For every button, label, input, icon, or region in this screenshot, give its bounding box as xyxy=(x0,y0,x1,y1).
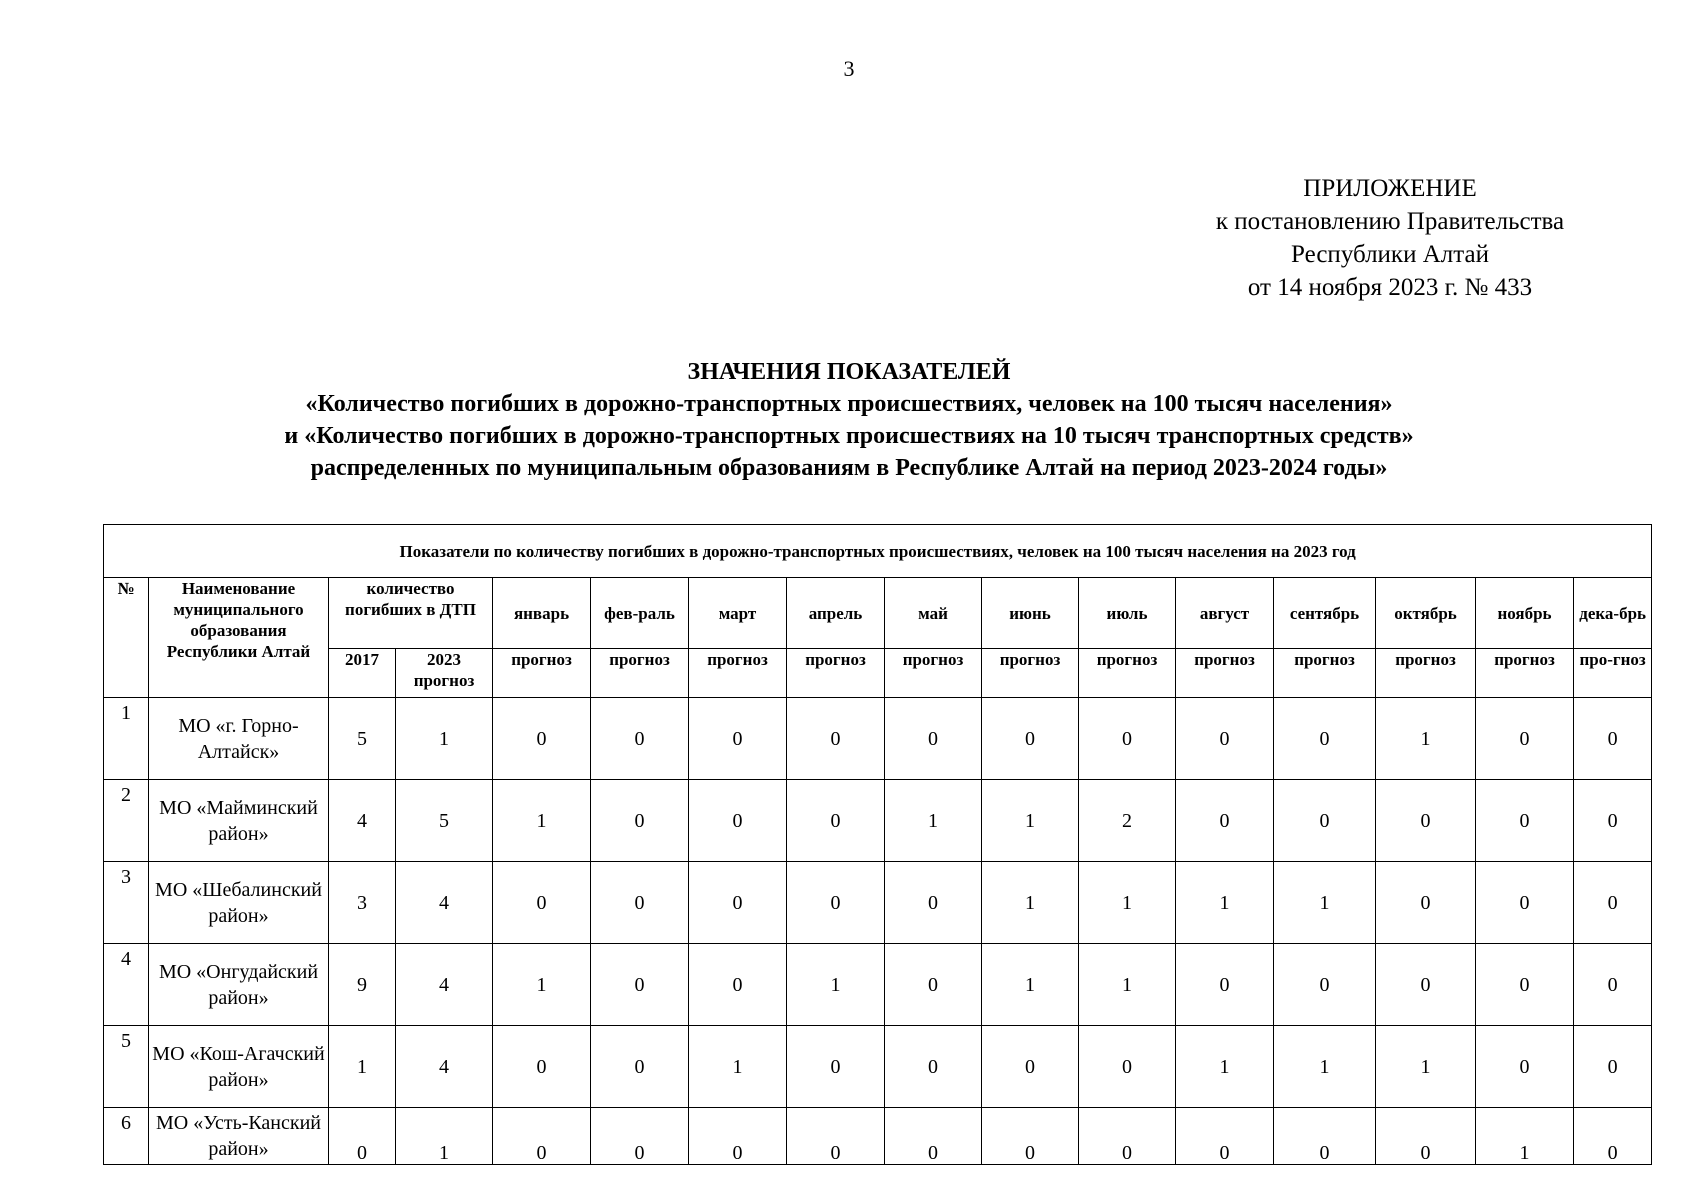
header-forecast: прогноз xyxy=(591,649,689,698)
value-cell: 0 xyxy=(329,1108,396,1165)
value-cell: 0 xyxy=(885,698,982,780)
value-cell: 0 xyxy=(1176,698,1274,780)
value-cell: 0 xyxy=(1376,944,1476,1026)
value-cell: 0 xyxy=(689,1108,787,1165)
table-row xyxy=(104,944,1652,1026)
value-cell: 0 xyxy=(1476,698,1574,780)
value-cell: 0 xyxy=(1176,780,1274,862)
header-forecast: про-гноз xyxy=(1574,649,1652,698)
value-cell: 5 xyxy=(396,780,493,862)
value-cell: 0 xyxy=(1376,862,1476,944)
value-cell: 0 xyxy=(1176,944,1274,1026)
value-cell: 0 xyxy=(787,862,885,944)
title-line-4: распределенных по муниципальным образованиям в Республике Алтай на период 2023-2024 годы» xyxy=(310,455,1388,481)
header-month: фев-раль xyxy=(591,578,689,649)
value-cell: 3 xyxy=(329,862,396,944)
header-forecast: прогноз xyxy=(982,649,1079,698)
value-cell: 2 xyxy=(1079,780,1176,862)
table-row xyxy=(104,780,1652,862)
value-cell: 1 xyxy=(1176,1026,1274,1108)
municipality-name: МО «Кош-Агачский район» xyxy=(149,1026,329,1108)
value-cell: 1 xyxy=(982,944,1079,1026)
municipality-name: МО «Усть-Канский район» xyxy=(149,1108,329,1165)
header-forecast: прогноз xyxy=(1176,649,1274,698)
value-cell: 0 xyxy=(1574,944,1652,1026)
value-cell: 0 xyxy=(1274,944,1376,1026)
header-forecast: прогноз xyxy=(885,649,982,698)
document-title xyxy=(0,356,1698,484)
municipality-name: МО «Онгудайский район» xyxy=(149,944,329,1026)
header-forecast: прогноз xyxy=(787,649,885,698)
value-cell: 0 xyxy=(1574,862,1652,944)
table-row xyxy=(104,862,1652,944)
title-line-3: и «Количество погибших в дорожно-транспортных происшествиях на 10 тысяч транспортных средств» xyxy=(284,423,1414,449)
value-cell: 0 xyxy=(1476,944,1574,1026)
header-month: октябрь xyxy=(1376,578,1476,649)
value-cell: 0 xyxy=(493,1026,591,1108)
value-cell: 1 xyxy=(1274,1026,1376,1108)
title-line-1: ЗНАЧЕНИЯ ПОКАЗАТЕЛЕЙ xyxy=(687,359,1011,385)
value-cell: 0 xyxy=(885,1026,982,1108)
value-cell: 1 xyxy=(982,862,1079,944)
row-number: 2 xyxy=(104,780,149,862)
value-cell: 0 xyxy=(689,780,787,862)
value-cell: 0 xyxy=(1574,780,1652,862)
value-cell: 0 xyxy=(591,698,689,780)
header-deaths: количество погибших в ДТП xyxy=(329,578,493,649)
appendix-label: ПРИЛОЖЕНИЕ xyxy=(1303,175,1477,202)
header-month: март xyxy=(689,578,787,649)
value-cell: 0 xyxy=(982,698,1079,780)
header-month: июнь xyxy=(982,578,1079,649)
value-cell: 0 xyxy=(689,944,787,1026)
value-cell: 1 xyxy=(493,944,591,1026)
value-cell: 1 xyxy=(885,780,982,862)
header-month: январь xyxy=(493,578,591,649)
value-cell: 1 xyxy=(1079,944,1176,1026)
value-cell: 0 xyxy=(1476,1026,1574,1108)
value-cell: 0 xyxy=(689,698,787,780)
value-cell: 0 xyxy=(1274,698,1376,780)
value-cell: 0 xyxy=(1574,1026,1652,1108)
row-number: 5 xyxy=(104,1026,149,1108)
table-row xyxy=(104,1026,1652,1108)
header-month: май xyxy=(885,578,982,649)
header-forecast: прогноз xyxy=(1274,649,1376,698)
value-cell: 0 xyxy=(1079,1026,1176,1108)
page-number: 3 xyxy=(843,56,855,81)
appendix-resolution: к постановлению Правительства xyxy=(1215,208,1565,235)
value-cell: 0 xyxy=(1574,1108,1652,1165)
value-cell: 0 xyxy=(787,1108,885,1165)
value-cell: 1 xyxy=(1176,862,1274,944)
appendix-date: от 14 ноября 2023 г. № 433 xyxy=(1247,274,1533,301)
value-cell: 0 xyxy=(591,862,689,944)
header-month: июль xyxy=(1079,578,1176,649)
value-cell: 0 xyxy=(885,862,982,944)
value-cell: 0 xyxy=(787,698,885,780)
header-forecast: прогноз xyxy=(689,649,787,698)
value-cell: 1 xyxy=(1376,698,1476,780)
value-cell: 0 xyxy=(787,780,885,862)
appendix-block xyxy=(1150,172,1630,304)
header-year-2017: 2017 xyxy=(329,649,396,698)
value-cell: 0 xyxy=(885,944,982,1026)
value-cell: 0 xyxy=(591,944,689,1026)
value-cell: 0 xyxy=(493,862,591,944)
header-month: сентябрь xyxy=(1274,578,1376,649)
value-cell: 0 xyxy=(1274,1108,1376,1165)
value-cell: 0 xyxy=(1476,780,1574,862)
value-cell: 0 xyxy=(787,1026,885,1108)
value-cell: 0 xyxy=(1376,1108,1476,1165)
value-cell: 0 xyxy=(885,1108,982,1165)
row-number: 1 xyxy=(104,698,149,780)
value-cell: 0 xyxy=(689,862,787,944)
value-cell: 1 xyxy=(1376,1026,1476,1108)
header-month: дека-брь xyxy=(1574,578,1652,649)
value-cell: 1 xyxy=(982,780,1079,862)
indicators-table xyxy=(103,524,1652,1165)
value-cell: 0 xyxy=(591,1108,689,1165)
row-number: 6 xyxy=(104,1108,149,1165)
value-cell: 0 xyxy=(591,780,689,862)
title-line-2: «Количество погибших в дорожно-транспортных происшествиях, человек на 100 тысяч населения» xyxy=(305,391,1393,417)
table-row xyxy=(104,698,1652,780)
municipality-name: МО «Майминский район» xyxy=(149,780,329,862)
table-caption: Показатели по количеству погибших в дорожно-транспортных происшествиях, человек на 100 тысяч населения на 2023 год xyxy=(104,525,1652,578)
row-number: 4 xyxy=(104,944,149,1026)
value-cell: 0 xyxy=(1376,780,1476,862)
value-cell: 0 xyxy=(1079,698,1176,780)
header-forecast: прогноз xyxy=(1476,649,1574,698)
value-cell: 4 xyxy=(396,1026,493,1108)
value-cell: 0 xyxy=(1574,698,1652,780)
municipality-name: МО «Шебалинский район» xyxy=(149,862,329,944)
appendix-region: Республики Алтай xyxy=(1291,241,1489,268)
value-cell: 1 xyxy=(329,1026,396,1108)
value-cell: 4 xyxy=(396,862,493,944)
header-forecast: прогноз xyxy=(1376,649,1476,698)
table-body xyxy=(104,698,1652,1165)
value-cell: 4 xyxy=(329,780,396,862)
value-cell: 0 xyxy=(982,1108,1079,1165)
value-cell: 1 xyxy=(493,780,591,862)
value-cell: 1 xyxy=(1274,862,1376,944)
value-cell: 1 xyxy=(396,698,493,780)
value-cell: 0 xyxy=(1079,1108,1176,1165)
header-month: ноябрь xyxy=(1476,578,1574,649)
value-cell: 0 xyxy=(1274,780,1376,862)
header-month: апрель xyxy=(787,578,885,649)
header-year-2023: 2023 прогноз xyxy=(396,649,493,698)
row-number: 3 xyxy=(104,862,149,944)
header-forecast: прогноз xyxy=(493,649,591,698)
municipality-name: МО «г. Горно-Алтайск» xyxy=(149,698,329,780)
value-cell: 1 xyxy=(787,944,885,1026)
value-cell: 4 xyxy=(396,944,493,1026)
value-cell: 0 xyxy=(493,1108,591,1165)
header-number: № xyxy=(104,578,149,698)
value-cell: 1 xyxy=(1476,1108,1574,1165)
value-cell: 0 xyxy=(591,1026,689,1108)
value-cell: 0 xyxy=(982,1026,1079,1108)
value-cell: 1 xyxy=(1079,862,1176,944)
value-cell: 1 xyxy=(396,1108,493,1165)
header-forecast: прогноз xyxy=(1079,649,1176,698)
header-municipality: Наименование муниципального образования Республики Алтай xyxy=(149,578,329,698)
value-cell: 5 xyxy=(329,698,396,780)
table-row xyxy=(104,1108,1652,1165)
value-cell: 1 xyxy=(689,1026,787,1108)
header-month: август xyxy=(1176,578,1274,649)
value-cell: 0 xyxy=(493,698,591,780)
value-cell: 0 xyxy=(1476,862,1574,944)
value-cell: 0 xyxy=(1176,1108,1274,1165)
value-cell: 9 xyxy=(329,944,396,1026)
